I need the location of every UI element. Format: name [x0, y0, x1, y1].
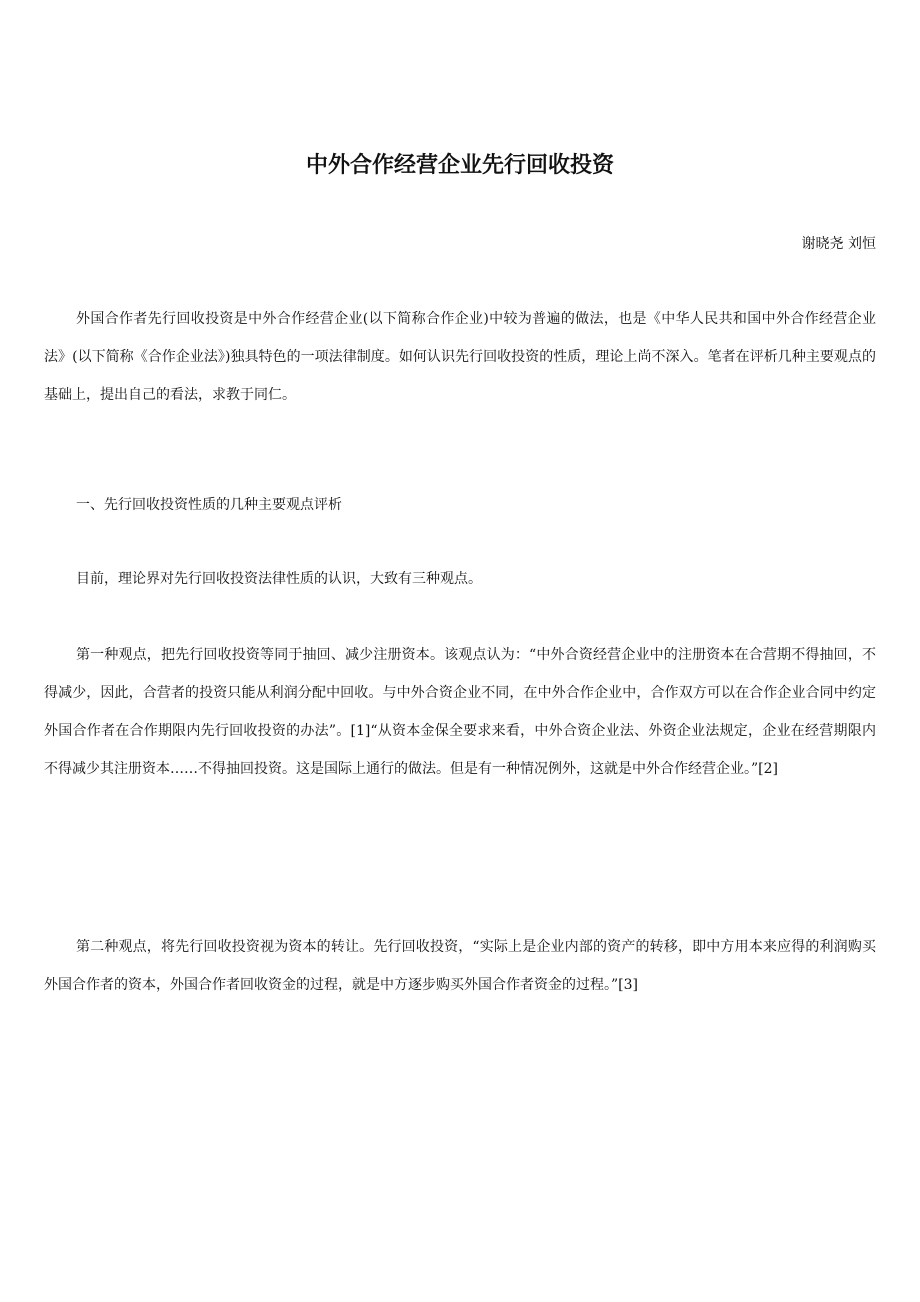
section-heading: 一、先行回收投资性质的几种主要观点评析 [76, 497, 342, 513]
intro-paragraph: 外国合作者先行回收投资是中外合作经营企业(以下简称合作企业)中较为普遍的做法，也是《中华人民共和国中外合作经营企业法》(以下简称《合作企业法》)独具特色的一项法律制度。如何认识先行回收投资的性质，理论上尚不深入。笔者在评析几种主要观点的基础上，提出自己的看法，求教于同仁。 [44, 311, 876, 403]
author-line: 谢晓尧 刘恒 [801, 236, 876, 252]
document-title: 中外合作经营企业先行回收投资 [305, 153, 614, 178]
view-one-paragraph: 第一种观点，把先行回收投资等同于抽回、减少注册资本。该观点认为：“中外合资经营企业中的注册资本在合营期不得抽回，不得减少，因此，合营者的投资只能从利润分配中回收。与中外合资企业不同，在中外合作企业中，合作双方可以在合作企业合同中约定外国合作者在合作期限内先行回收投资的办法”。[1]“从资本金保全要求来看，中外合资企业法、外资企业法规定，企业在经营期限内不得减少其注册资本……不得抽回投资。这是国际上通行的做法。但是有一种情况例外，这就是中外合作经营企业。”[2] [44, 647, 876, 777]
view-two-paragraph: 第二种观点，将先行回收投资视为资本的转让。先行回收投资，“实际上是企业内部的资产的转移，即中方用本来应得的利润购买外国合作者的资本，外国合作者回收资金的过程，就是中方逐步购买外国合作者资金的过程。”[3] [44, 939, 876, 993]
overview-paragraph: 目前，理论界对先行回收投资法律性质的认识，大致有三种观点。 [76, 571, 482, 587]
